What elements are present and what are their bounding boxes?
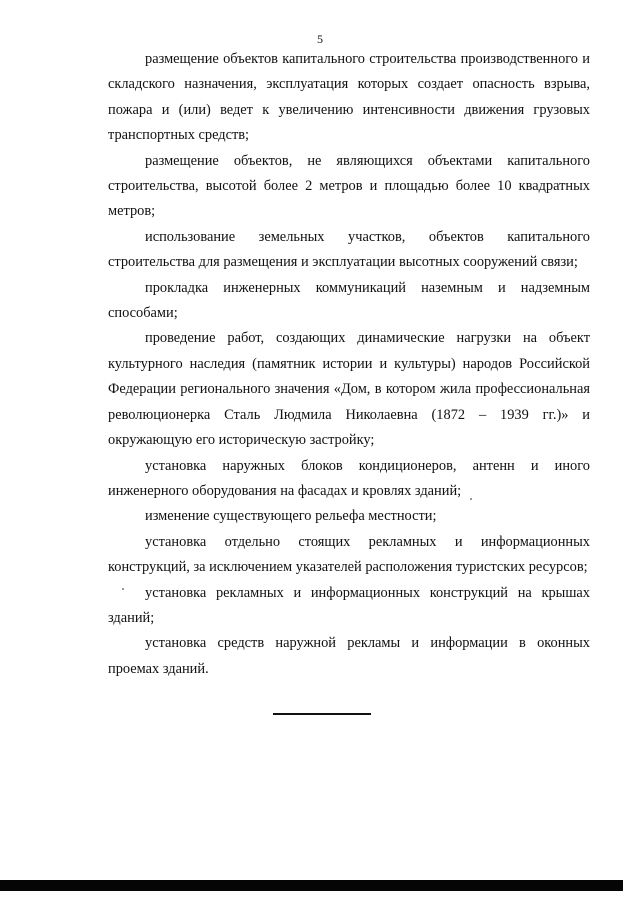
scan-edge-bar <box>0 880 623 891</box>
paragraph: размещение объектов, не являющихся объектами капитального строительства, высотой более 2 метров и площадью более 10 квадратных метров; <box>108 152 590 220</box>
paragraph: использование земельных участков, объектов капитального строительства для размещения и эксплуатации высотных сооружений связи; <box>108 228 590 271</box>
paragraph: установка отдельно стоящих рекламных и информационных конструкций, за исключением указателей расположения туристских ресурсов; <box>108 533 590 576</box>
paragraph: прокладка инженерных коммуникаций наземным и надземным способами; <box>108 279 590 322</box>
paragraph: изменение существующего рельефа местности; <box>145 508 437 525</box>
scan-speck <box>470 498 472 500</box>
document-body <box>108 47 590 682</box>
page-number: 5 <box>317 32 323 46</box>
end-of-text-rule <box>273 713 371 715</box>
paragraph: проведение работ, создающих динамические нагрузки на объект культурного наследия (памятник истории и культуры) народов Российской Федерации регионального значения «Дом, в котором жила профессиональная революционерка Сталь Людмила Николаевна (1872 – 1939 гг.)» и окружающую его историческую застройку; <box>108 330 590 449</box>
paragraph: установка наружных блоков кондиционеров, антенн и иного инженерного оборудования на фасадах и кровлях зданий; <box>108 457 590 499</box>
scan-speck <box>122 588 124 590</box>
paragraph: установка рекламных и информационных конструкций на крышах зданий; <box>108 584 590 626</box>
paragraph: размещение объектов капитального строительства производственного и складского назначения, эксплуатация которых создает опасность взрыва, пожара и (или) ведет к увеличению интенсивности движения грузовых транспортных средств; <box>108 51 590 144</box>
paragraph: установка средств наружной рекламы и информации в оконных проемах зданий. <box>108 635 590 677</box>
